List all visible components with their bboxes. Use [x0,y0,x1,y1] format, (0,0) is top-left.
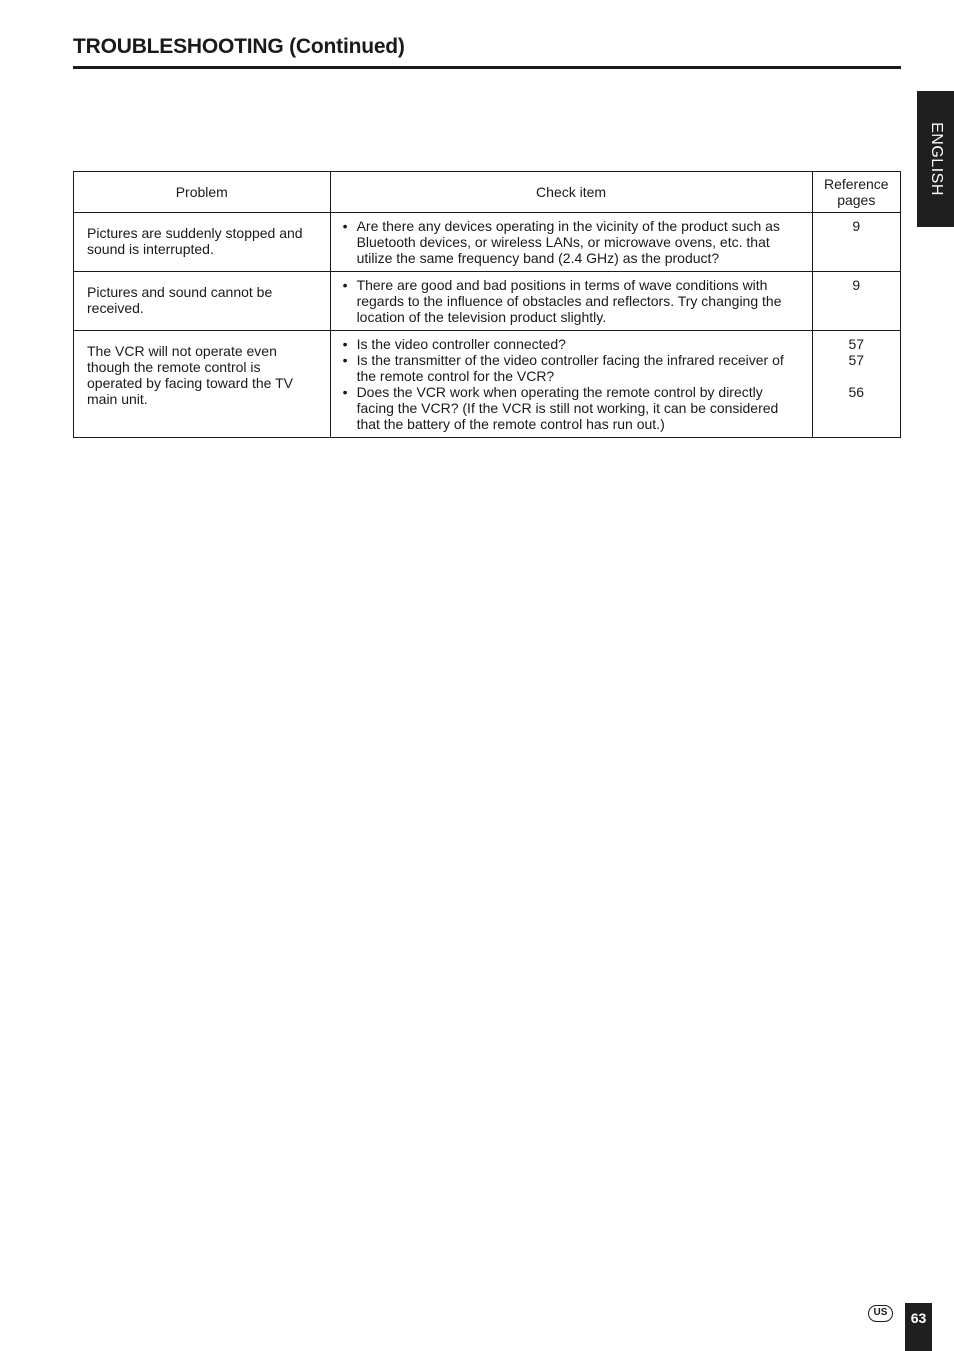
reference-cell [812,213,900,272]
check-cell [330,213,812,272]
language-tab-label: ENGLISH [927,122,945,196]
title-divider [73,66,901,69]
check-cell [330,331,812,438]
reference-page: 57 [848,352,865,368]
reference-cell [812,272,900,331]
problem-cell: The VCR will not operate even though the remote control is operated by facing toward the TV main unit. [74,331,331,438]
check-item: • Are there any devices operating in the vicinity of the product such as Bluetooth devices, or wireless LANs, or microwave ovens, etc. that utilize the same frequency band (2.4 GHz) as the product? [342,218,802,266]
check-item: • Is the video controller connected? [342,336,802,352]
table-row [74,331,901,438]
language-tab [917,91,954,227]
check-item: • Does the VCR work when operating the remote control by directly facing the VCR? (If the VCR is still not working, it can be considered that the battery of the remote control has run out.) [342,384,802,432]
table-header-row [74,172,901,213]
header-problem: Problem [74,172,331,213]
check-list [342,336,802,432]
reference-page: 56 [848,384,865,400]
header-check-item: Check item [330,172,812,213]
check-list [342,277,802,325]
problem-cell: Pictures and sound cannot be received. [74,272,331,331]
table-row [74,272,901,331]
check-list [342,218,802,266]
check-item: • There are good and bad positions in terms of wave conditions with regards to the influence of obstacles and reflectors. Try changing the location of the television product slightly. [342,277,802,325]
problem-cell: Pictures are suddenly stopped and sound is interrupted. [74,213,331,272]
reference-page: 9 [852,218,861,234]
reference-page: 57 [848,336,865,352]
check-item: • Is the transmitter of the video controller facing the infrared receiver of the remote control for the VCR? [342,352,802,384]
check-cell [330,272,812,331]
region-badge: US [868,1305,893,1322]
reference-page-spacer [817,368,896,384]
reference-page: 9 [852,277,861,293]
reference-cell [812,331,900,438]
page-title: TROUBLESHOOTING (Continued) [73,35,405,58]
header-reference-pages: Reference pages [812,172,900,213]
page-number: 63 [905,1303,932,1351]
table-row [74,213,901,272]
troubleshooting-table [73,171,901,438]
